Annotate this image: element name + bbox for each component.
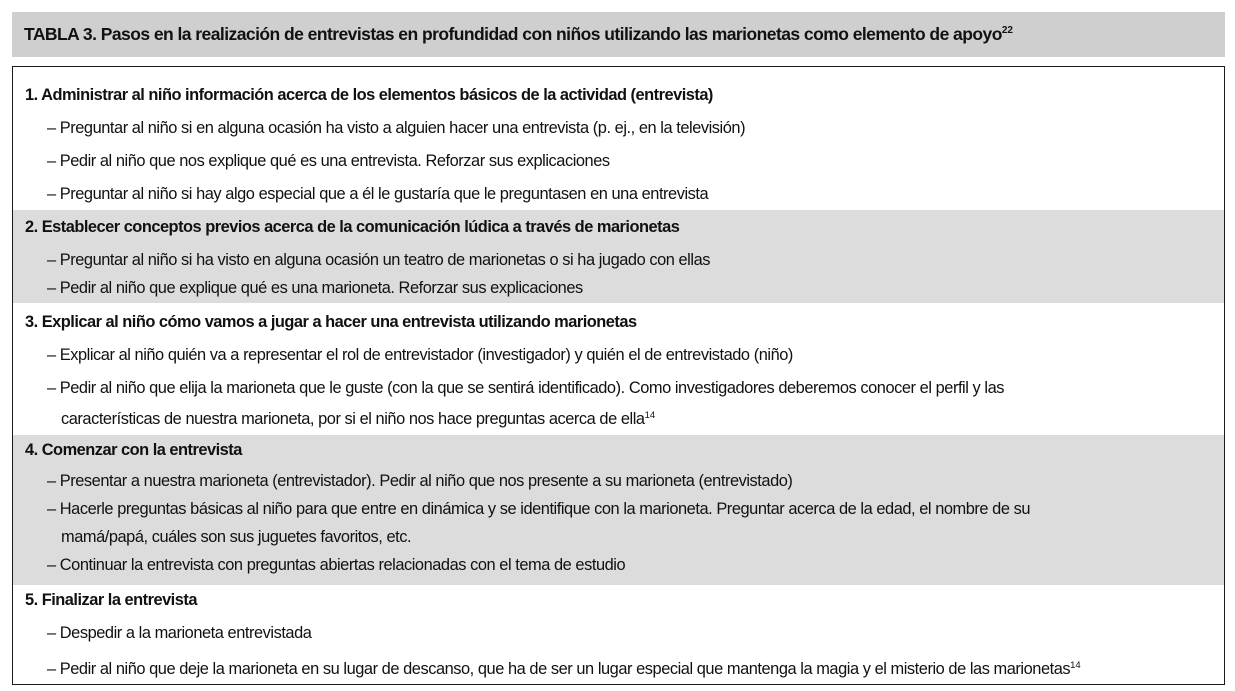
section-5 <box>13 585 1224 685</box>
list-item: – Pedir al niño que explique qué es una marioneta. Reforzar sus explicaciones <box>47 279 583 297</box>
section-1 <box>13 67 1224 210</box>
section-2 <box>13 210 1224 303</box>
list-item: – Preguntar al niño si en alguna ocasión ha visto a alguien hacer una entrevista (p. ej., en la televisión) <box>47 119 746 137</box>
list-item-text: características de nuestra marioneta, por si el niño nos hace preguntas acerca de ella <box>61 410 645 428</box>
section-4 <box>13 435 1224 585</box>
list-item: – Despedir a la marioneta entrevistada <box>47 624 312 642</box>
section-heading: 1. Administrar al niño información acerca de los elementos básicos de la actividad (entrevista) <box>25 86 713 104</box>
steps-table <box>12 66 1225 685</box>
list-item: – Preguntar al niño si hay algo especial que a él le gustaría que le preguntasen en una entrevista <box>47 185 709 203</box>
section-heading: 3. Explicar al niño cómo vamos a jugar a hacer una entrevista utilizando marionetas <box>25 313 637 331</box>
reference-superscript: 14 <box>1070 660 1081 671</box>
table-title-text: TABLA 3. Pasos en la realización de entrevistas en profundidad con niños utilizando las marionetas como elemento de apoyo <box>24 24 1002 44</box>
section-heading: 2. Establecer conceptos previos acerca de la comunicación lúdica a través de marionetas <box>25 218 680 236</box>
section-3 <box>13 303 1224 435</box>
table-title <box>24 24 1013 45</box>
list-item: – Preguntar al niño si ha visto en alguna ocasión un teatro de marionetas o si ha jugado con ellas <box>47 251 710 269</box>
list-item-continuation: mamá/papá, cuáles son sus juguetes favoritos, etc. <box>61 528 412 546</box>
list-item: – Pedir al niño que elija la marioneta que le guste (con la que se sentirá identificado). Como investigadores deberemos conocer el perfil y las <box>47 379 1005 397</box>
section-heading: 5. Finalizar la entrevista <box>25 591 197 609</box>
list-item-text: – Pedir al niño que deje la marioneta en su lugar de descanso, que ha de ser un lugar especial que mantenga la magia y el misterio de las marionetas <box>47 660 1071 678</box>
section-heading: 4. Comenzar con la entrevista <box>25 441 242 459</box>
list-item: – Hacerle preguntas básicas al niño para que entre en dinámica y se identifique con la marioneta. Preguntar acerca de la edad, el nombre de su <box>47 500 1031 518</box>
list-item: – Explicar al niño quién va a representar el rol de entrevistador (investigador) y quién el de entrevistado (niño) <box>47 346 793 364</box>
table-title-bar <box>12 12 1225 57</box>
list-item: – Pedir al niño que nos explique qué es una entrevista. Reforzar sus explicaciones <box>47 152 610 170</box>
title-reference: 22 <box>1001 25 1013 36</box>
list-item-continuation <box>61 406 655 429</box>
reference-superscript: 14 <box>644 410 656 421</box>
list-item: – Presentar a nuestra marioneta (entrevistador). Pedir al niño que nos presente a su marioneta (entrevistado) <box>47 472 793 490</box>
list-item: – Continuar la entrevista con preguntas abiertas relacionadas con el tema de estudio <box>47 556 626 574</box>
list-item <box>47 656 1081 679</box>
